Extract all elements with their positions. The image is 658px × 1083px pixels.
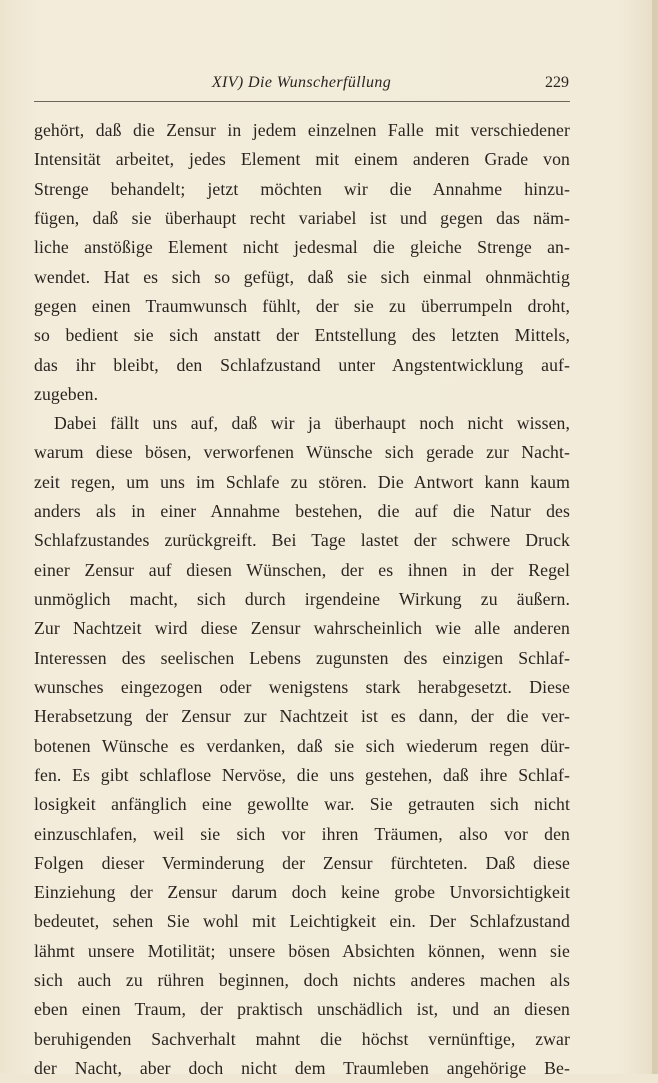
text-line: Folgen dieser Verminderung der Zensur fürchteten. Daß diese — [34, 852, 570, 873]
body-text — [34, 116, 570, 1083]
text-line: losigkeit anfänglich eine gewollte war. Sie getrauten sich nicht — [34, 794, 570, 815]
text-line: liche anstößige Element nicht jedesmal die gleiche Strenge an- — [34, 237, 570, 258]
text-line: Herabsetzung der Zensur zur Nachtzeit ist es dann, der die ver- — [34, 706, 570, 727]
page-edge-shadow — [652, 0, 658, 1074]
text-line: fen. Es gibt schlaflose Nervöse, die uns gestehen, daß ihre Schlaf- — [34, 764, 570, 785]
text-line: warum diese bösen, verworfenen Wünsche sich gerade zur Nacht- — [34, 442, 570, 463]
text-line: zugeben. — [34, 383, 99, 404]
text-line: Schlafzustandes zurückgreift. Bei Tage lastet der schwere Druck — [34, 530, 570, 551]
text-line: anders als in einer Annahme bestehen, die auf die Natur des — [34, 501, 570, 522]
text-line: sich auch zu rühren beginnen, doch nichts anderes machen als — [34, 970, 570, 991]
text-line: wunsches eingezogen oder wenigstens stark herabgesetzt. Diese — [34, 676, 570, 697]
text-line: wendet. Hat es sich so gefügt, daß sie sich einmal ohnmächtig — [34, 266, 570, 287]
text-line: gegen einen Traumwunsch fühlt, der sie zu überrumpeln droht, — [34, 295, 570, 316]
text-line: fügen, daß sie überhaupt recht variabel ist und gegen das näm- — [34, 207, 570, 228]
text-line: eben einen Traum, der praktisch unschädlich ist, und an diesen — [34, 999, 570, 1020]
running-title: XIV) Die Wunscherfüllung — [211, 74, 392, 91]
text-line: zeit regen, um uns im Schlafe zu stören. Die Antwort kann kaum — [34, 471, 570, 492]
text-line: lähmt unsere Motilität; unsere bösen Absichten können, wenn sie — [34, 940, 570, 961]
text-line: Interessen des seelischen Lebens zugunsten des einzigen Schlaf- — [34, 647, 570, 668]
text-line: Zur Nachtzeit wird diese Zensur wahrscheinlich wie alle anderen — [34, 618, 570, 639]
text-line: Einziehung der Zensur darum doch keine grobe Unvorsichtigkeit — [34, 882, 570, 903]
page-number: 229 — [545, 74, 569, 91]
running-head — [34, 74, 569, 98]
text-line: Intensität arbeitet, jedes Element mit einem anderen Grade von — [34, 149, 570, 170]
text-line: bedeutet, sehen Sie wohl mit Leichtigkeit ein. Der Schlafzustand — [34, 911, 570, 932]
text-line: so bedient sie sich anstatt der Entstellung des letzten Mittels, — [34, 325, 570, 346]
text-line: Strenge behandelt; jetzt möchten wir die Annahme hinzu- — [34, 178, 570, 199]
text-line: einer Zensur auf diesen Wünschen, der es ihnen in der Regel — [34, 559, 570, 580]
text-line: beruhigenden Sachverhalt mahnt die höchst vernünftige, zwar — [34, 1028, 570, 1049]
text-line: gehört, daß die Zensur in jedem einzelnen Falle mit verschiedener — [34, 120, 570, 140]
text-line: der Nacht, aber doch nicht dem Traumleben angehörige Be- — [34, 1058, 570, 1078]
text-line: unmöglich macht, sich durch irgendeine Wirkung zu äußern. — [34, 589, 570, 609]
text-line: das ihr bleibt, den Schlafzustand unter Angstentwicklung auf- — [34, 354, 570, 375]
header-rule — [34, 101, 570, 102]
text-line: botenen Wünsche es verdanken, daß sie sich wiederum regen dür- — [34, 735, 570, 756]
text-line: einzuschlafen, weil sie sich vor ihren Träumen, also vor den — [34, 823, 570, 844]
text-line: Dabei fällt uns auf, daß wir ja überhaupt noch nicht wissen, — [54, 413, 570, 434]
